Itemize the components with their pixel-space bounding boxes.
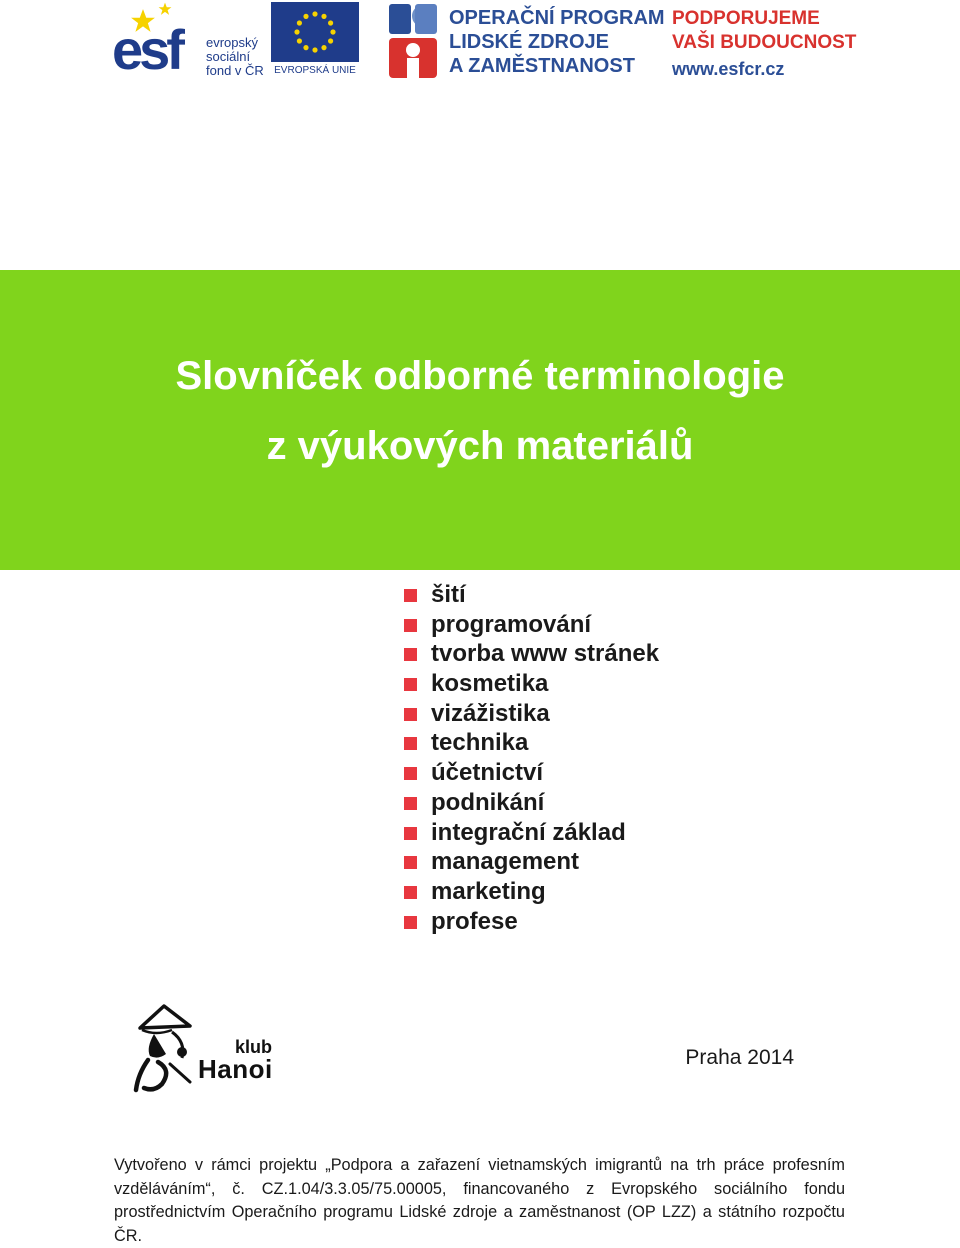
square-bullet-icon <box>404 827 417 840</box>
square-bullet-icon <box>404 767 417 780</box>
esf-url: www.esfcr.cz <box>672 59 785 79</box>
place-year: Praha 2014 <box>685 1046 794 1069</box>
document-title: Slovníček odborné terminologie <box>175 354 785 398</box>
list-item: kosmetika <box>404 669 659 699</box>
eu-flag-icon <box>271 2 359 62</box>
list-item: profese <box>404 907 659 937</box>
op-text-line: OPERAČNÍ PROGRAM <box>449 7 665 29</box>
list-item: účetnictví <box>404 758 659 788</box>
list-item: podnikání <box>404 788 659 818</box>
list-item: integrační základ <box>404 818 659 848</box>
square-bullet-icon <box>404 589 417 602</box>
op-lzz-logo <box>387 2 665 80</box>
title-band <box>0 270 960 570</box>
square-bullet-icon <box>404 648 417 661</box>
document-subtitle: z výukových materiálů <box>266 424 694 468</box>
square-bullet-icon <box>404 737 417 750</box>
list-item: programování <box>404 610 659 640</box>
esf-text-line: fond v ČR <box>206 63 264 78</box>
square-bullet-icon <box>404 708 417 721</box>
square-bullet-icon <box>404 678 417 691</box>
list-item: tvorba www stránek <box>404 639 659 669</box>
square-bullet-icon <box>404 619 417 632</box>
list-item: management <box>404 847 659 877</box>
esf-text-line: evropský <box>206 35 259 50</box>
op-text-line: A ZAMĚSTNANOST <box>449 55 635 77</box>
hanoi-label: Hanoi <box>198 1054 273 1084</box>
conical-hat-figure-icon <box>132 1004 204 1094</box>
list-item: vizážistika <box>404 699 659 729</box>
support-slogan <box>672 6 862 82</box>
esf-text-line: sociální <box>206 49 251 64</box>
slogan-line: VAŠI BUDOUCNOST <box>672 32 857 53</box>
list-item: technika <box>404 728 659 758</box>
esf-logo <box>112 2 264 81</box>
square-bullet-icon <box>404 797 417 810</box>
topic-list <box>404 580 659 936</box>
funding-note: Vytvořeno v rámci projektu „Podpora a zařazení vietnamských imigrantů na trh práce profesním vzděláváním“, č. CZ.1.04/3.3.05/75.00005, financovaného z Evropského sociálního fondu prostřednictvím Operačního programu Lidské zdroje a zaměstnanost (OP LZZ) a státního rozpočtu ČR. <box>114 1156 845 1245</box>
list-item: šití <box>404 580 659 610</box>
eu-caption: EVROPSKÁ UNIE <box>274 65 356 76</box>
square-bullet-icon <box>404 856 417 869</box>
star-icon <box>158 2 172 16</box>
square-bullet-icon <box>404 886 417 899</box>
square-bullet-icon <box>404 916 417 929</box>
list-item: marketing <box>404 877 659 907</box>
klub-hanoi-logo <box>132 1004 282 1094</box>
klub-label: klub <box>235 1037 273 1057</box>
eu-logo <box>271 2 359 78</box>
op-text-line: LIDSKÉ ZDROJE <box>449 31 610 53</box>
esf-wordmark: esf <box>112 18 181 81</box>
slogan-line: PODPORUJEME <box>672 8 820 29</box>
puzzle-people-icon <box>387 2 441 80</box>
